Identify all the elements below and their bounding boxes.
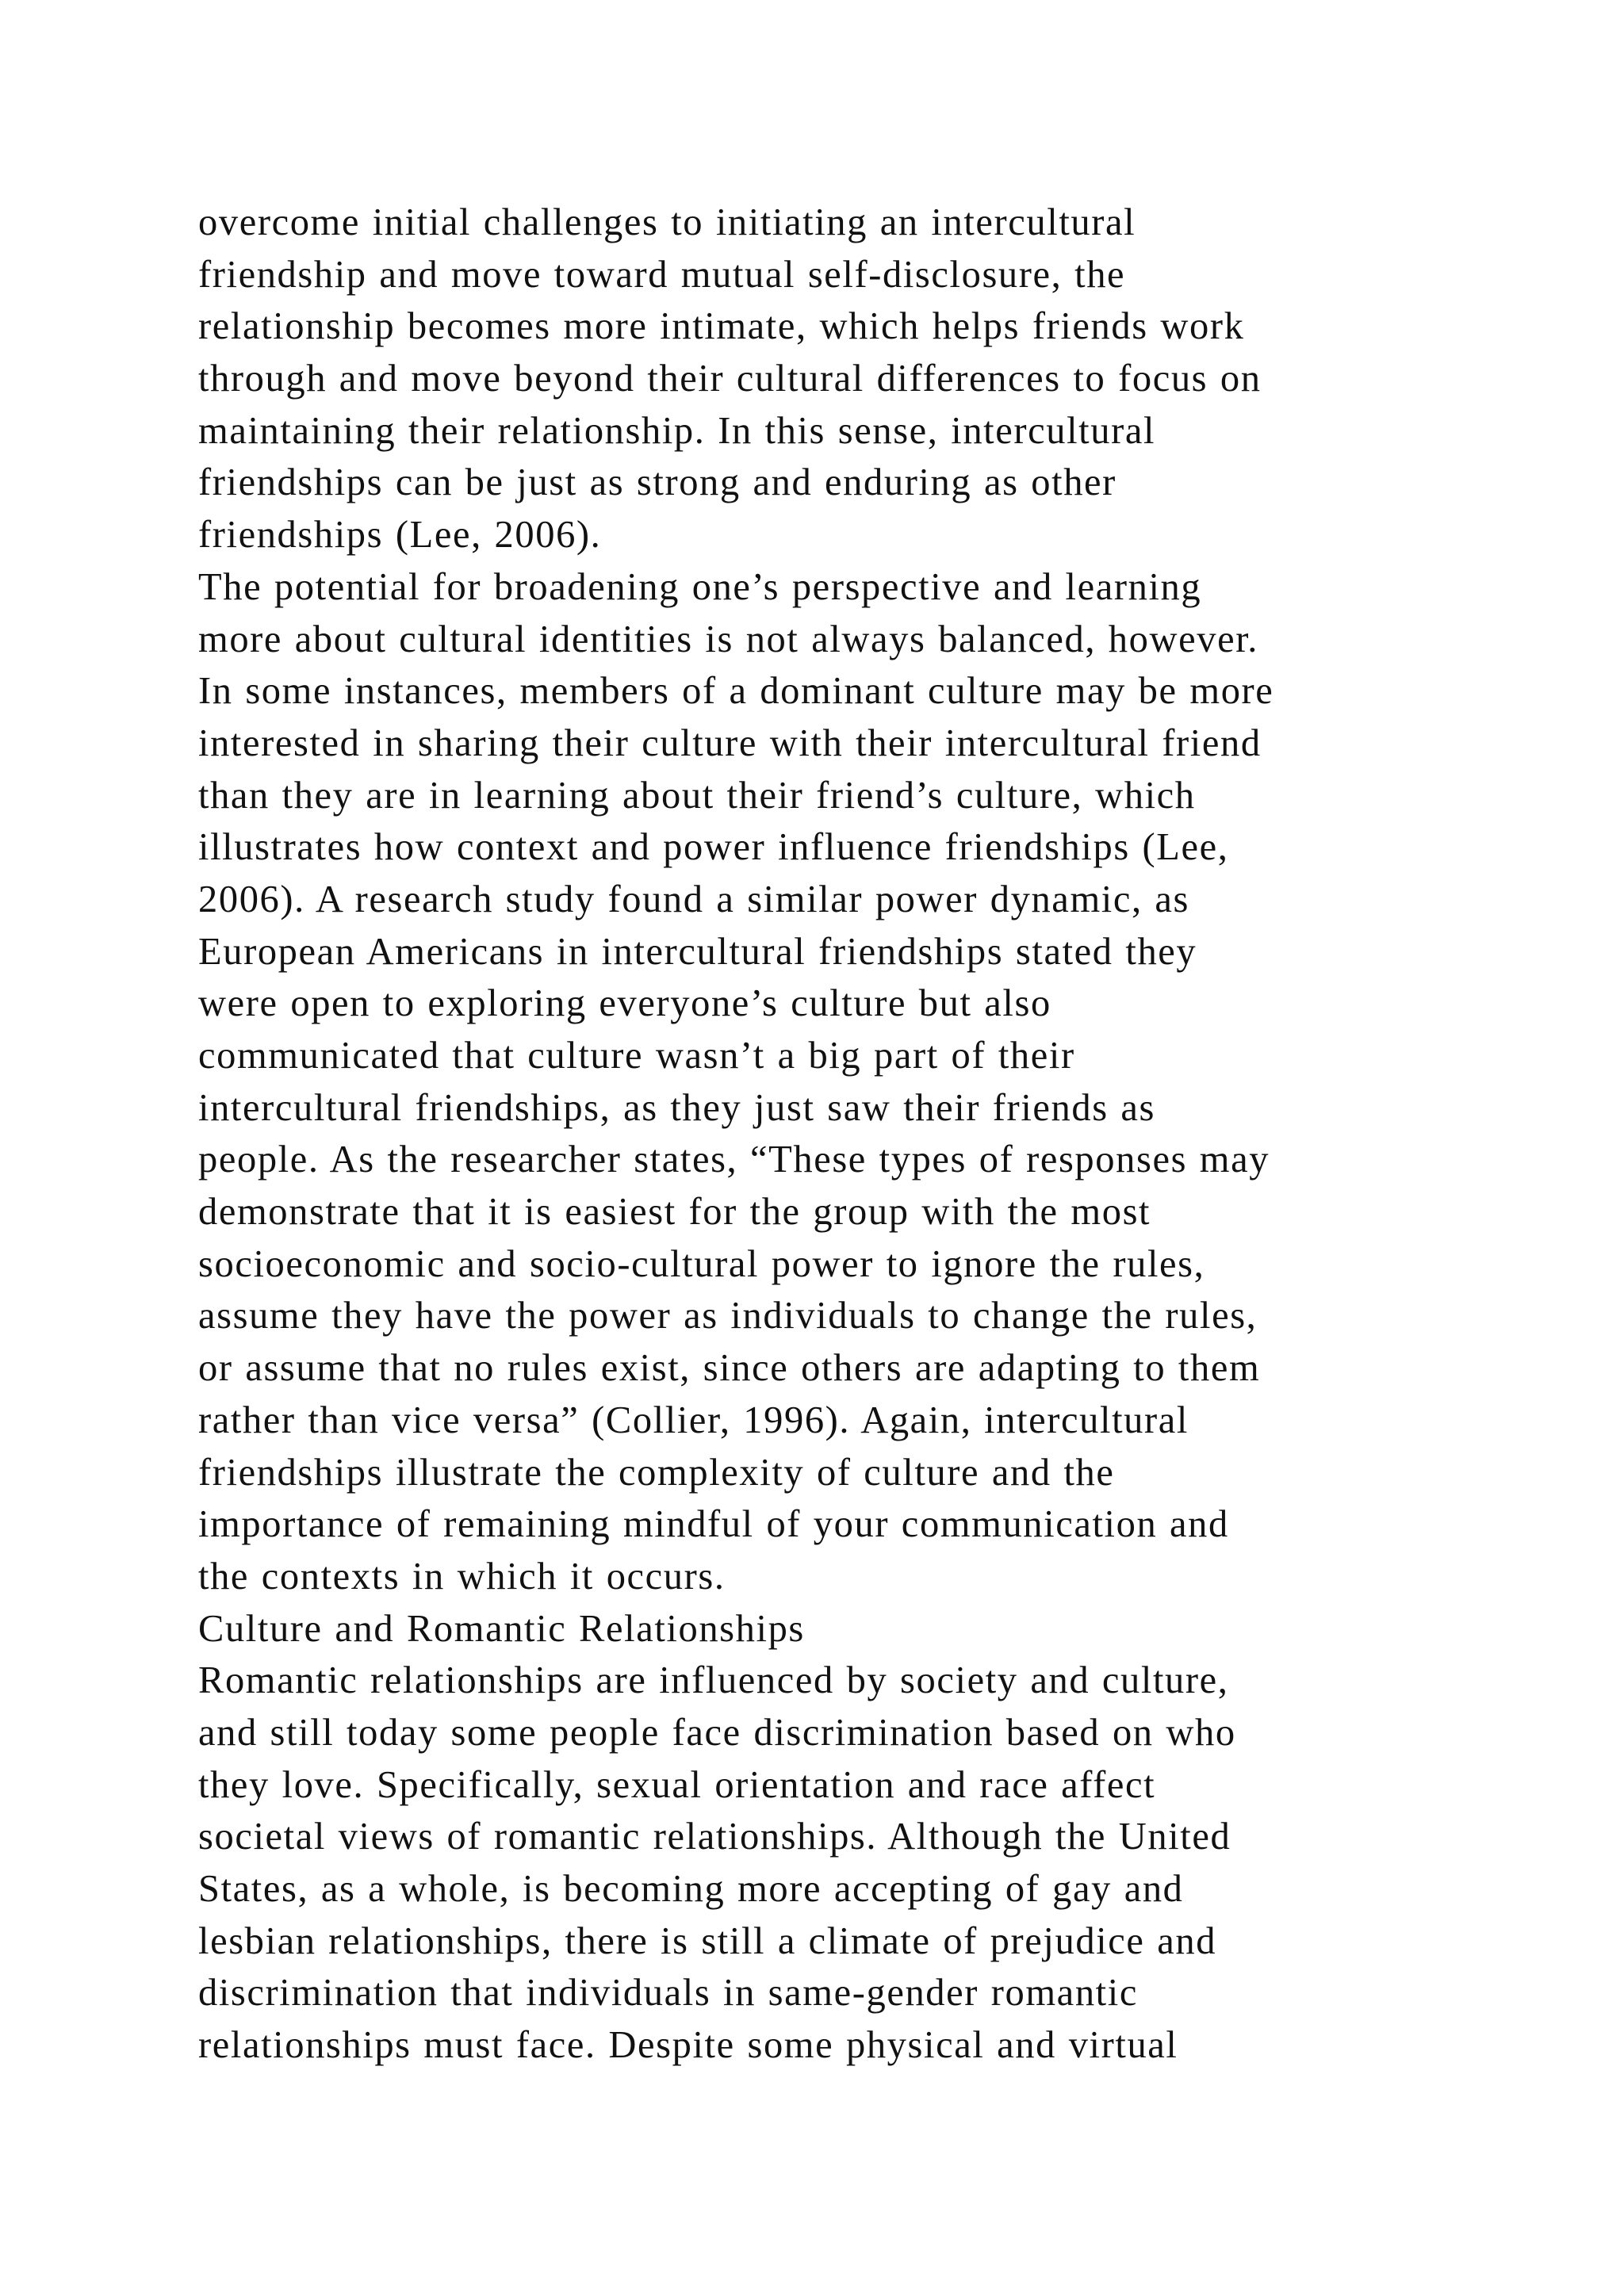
text-line: Romantic relationships are influenced by society and culture,: [198, 1659, 1229, 1702]
text-line: socioeconomic and socio-cultural power to ignore the rules,: [198, 1242, 1205, 1285]
text-line: interested in sharing their culture with their intercultural friend: [198, 721, 1262, 764]
text-line: relationship becomes more intimate, which helps friends work: [198, 305, 1245, 348]
text-line: people. As the researcher states, “These types of responses may: [198, 1138, 1270, 1181]
text-line: overcome initial challenges to initiating an intercultural: [198, 201, 1136, 243]
text-line: they love. Specifically, sexual orientation and race affect: [198, 1763, 1156, 1806]
text-line: lesbian relationships, there is still a climate of prejudice and: [198, 1919, 1217, 1962]
body-text: [198, 197, 1435, 2072]
text-line: than they are in learning about their friend’s culture, which: [198, 774, 1196, 817]
section-heading: Culture and Romantic Relationships: [198, 1607, 805, 1650]
text-line: the contexts in which it occurs.: [198, 1555, 726, 1598]
text-line: intercultural friendships, as they just saw their friends as: [198, 1086, 1156, 1129]
text-line: were open to exploring everyone’s culture but also: [198, 982, 1051, 1025]
text-line: demonstrate that it is easiest for the group with the most: [198, 1191, 1151, 1234]
text-line: maintaining their relationship. In this sense, intercultural: [198, 409, 1156, 452]
text-line: societal views of romantic relationships. Although the United: [198, 1816, 1231, 1858]
text-line: friendships (Lee, 2006).: [198, 514, 602, 557]
text-line: friendships illustrate the complexity of culture and the: [198, 1451, 1115, 1494]
text-line: communicated that culture wasn’t a big part of their: [198, 1035, 1075, 1077]
text-line: assume they have the power as individuals to change the rules,: [198, 1295, 1258, 1337]
text-line: States, as a whole, is becoming more accepting of gay and: [198, 1868, 1184, 1910]
text-line: 2006). A research study found a similar power dynamic, as: [198, 878, 1190, 920]
text-line: European Americans in intercultural friendships stated they: [198, 930, 1197, 973]
text-line: through and move beyond their cultural differences to focus on: [198, 358, 1262, 400]
text-line: rather than vice versa” (Collier, 1996). Again, intercultural: [198, 1399, 1189, 1441]
text-line: friendship and move toward mutual self-disclosure, the: [198, 253, 1126, 296]
text-line: and still today some people face discrimination based on who: [198, 1711, 1236, 1754]
text-line: more about cultural identities is not always balanced, however.: [198, 618, 1259, 660]
text-line: The potential for broadening one’s perspective and learning: [198, 565, 1202, 608]
text-line: discrimination that individuals in same-gender romantic: [198, 1972, 1138, 2015]
text-line: or assume that no rules exist, since others are adapting to them: [198, 1347, 1261, 1390]
text-line: In some instances, members of a dominant culture may be more: [198, 670, 1274, 713]
text-line: illustrates how context and power influence friendships (Lee,: [198, 826, 1229, 869]
text-line: importance of remaining mindful of your communication and: [198, 1503, 1229, 1546]
text-line: relationships must face. Despite some physical and virtual: [198, 2024, 1178, 2067]
text-line: friendships can be just as strong and enduring as other: [198, 461, 1116, 504]
